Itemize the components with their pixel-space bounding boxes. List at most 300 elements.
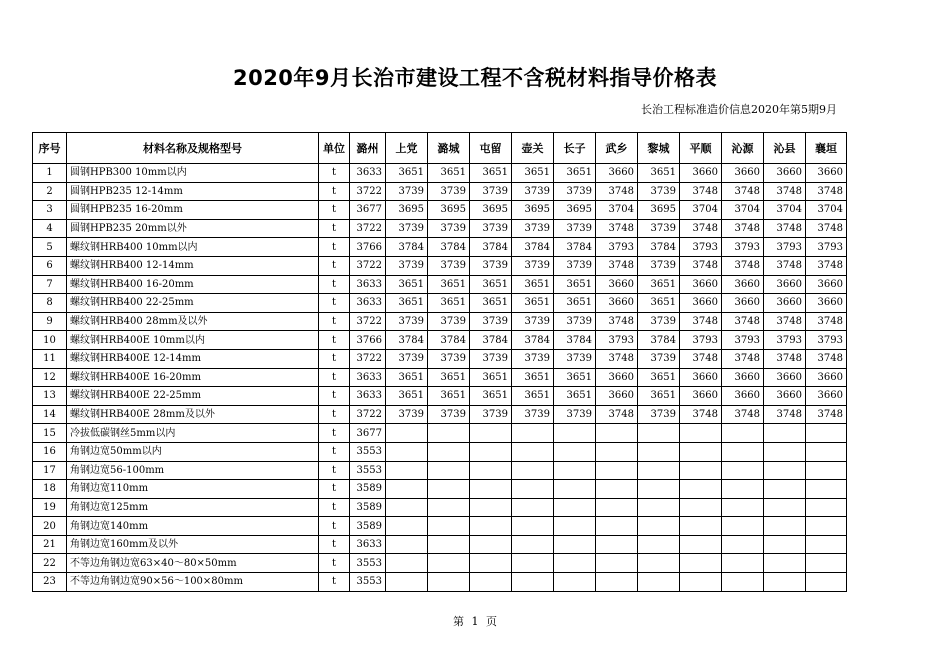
price-cell: [638, 517, 680, 536]
price-cell: 3748: [722, 349, 764, 368]
unit-cell: t: [319, 405, 350, 424]
price-cell: [680, 554, 722, 573]
price-cell: 3784: [638, 238, 680, 257]
price-cell: [764, 573, 806, 592]
table-row: [33, 312, 847, 331]
price-cell: 3793: [722, 331, 764, 350]
price-cell: [386, 442, 428, 461]
price-cell: 3660: [806, 164, 847, 183]
price-cell: [386, 573, 428, 592]
price-cell: [428, 535, 470, 554]
unit-cell: t: [319, 424, 350, 443]
price-cell: 3704: [764, 201, 806, 220]
price-cell: 3651: [512, 387, 554, 406]
price-cell: 3739: [428, 349, 470, 368]
price-cell: 3739: [554, 349, 596, 368]
unit-cell: t: [319, 331, 350, 350]
price-cell: [722, 498, 764, 517]
price-cell: 3651: [554, 368, 596, 387]
price-cell: 3739: [512, 312, 554, 331]
price-cell: 3739: [386, 256, 428, 275]
price-cell: 3748: [806, 219, 847, 238]
price-cell: 3748: [722, 256, 764, 275]
table-row: [33, 256, 847, 275]
table-row: [33, 238, 847, 257]
row-number: 16: [33, 442, 67, 461]
price-cell: [764, 517, 806, 536]
price-cell: 3784: [554, 331, 596, 350]
price-cell: 3748: [596, 219, 638, 238]
price-cell: 3651: [428, 275, 470, 294]
material-name: 螺纹钢HRB400 10mm以内: [67, 238, 319, 257]
row-number: 20: [33, 517, 67, 536]
row-number: 9: [33, 312, 67, 331]
row-number: 14: [33, 405, 67, 424]
price-cell: 3748: [596, 349, 638, 368]
price-cell: 3651: [554, 294, 596, 313]
price-cell: 3651: [428, 294, 470, 313]
table-row: [33, 387, 847, 406]
price-cell: [512, 517, 554, 536]
price-cell: 3739: [638, 349, 680, 368]
price-cell: 3739: [512, 182, 554, 201]
material-name: 圆钢HPB300 10mm以内: [67, 164, 319, 183]
price-cell: [764, 424, 806, 443]
price-cell: 3695: [386, 201, 428, 220]
price-cell: [470, 442, 512, 461]
price-cell: 3651: [428, 387, 470, 406]
price-cell: [638, 480, 680, 499]
price-cell: 3793: [680, 238, 722, 257]
price-cell: [428, 554, 470, 573]
price-cell: 3651: [428, 164, 470, 183]
price-cell: 3660: [596, 368, 638, 387]
price-cell: 3651: [638, 294, 680, 313]
row-number: 3: [33, 201, 67, 220]
issue-subtitle: 长治工程标准造价信息2020年第5期9月: [641, 103, 837, 116]
price-cell: 3589: [350, 517, 386, 536]
price-cell: [722, 573, 764, 592]
price-cell: [722, 424, 764, 443]
price-cell: 3784: [428, 238, 470, 257]
table-row: [33, 405, 847, 424]
price-cell: [764, 535, 806, 554]
price-cell: 3722: [350, 182, 386, 201]
price-cell: [470, 498, 512, 517]
price-cell: [386, 480, 428, 499]
price-cell: 3553: [350, 554, 386, 573]
price-cell: 3660: [764, 368, 806, 387]
table-row: [33, 461, 847, 480]
price-cell: 3739: [512, 256, 554, 275]
material-name: 螺纹钢HRB400 16-20mm: [67, 275, 319, 294]
table-row: [33, 424, 847, 443]
price-cell: 3704: [722, 201, 764, 220]
price-cell: [806, 535, 847, 554]
column-header: 屯留: [470, 133, 512, 164]
price-cell: [512, 480, 554, 499]
price-cell: 3660: [680, 275, 722, 294]
price-cell: 3651: [512, 294, 554, 313]
price-cell: 3633: [350, 387, 386, 406]
price-cell: [638, 461, 680, 480]
unit-cell: t: [319, 294, 350, 313]
price-cell: 3739: [470, 256, 512, 275]
price-cell: [680, 480, 722, 499]
price-cell: 3704: [806, 201, 847, 220]
price-cell: 3739: [470, 349, 512, 368]
price-cell: 3739: [386, 182, 428, 201]
price-cell: 3748: [722, 219, 764, 238]
price-cell: [596, 442, 638, 461]
price-cell: 3739: [470, 312, 512, 331]
unit-cell: t: [319, 387, 350, 406]
price-cell: 3651: [386, 368, 428, 387]
unit-cell: t: [319, 480, 350, 499]
price-cell: 3589: [350, 480, 386, 499]
material-name: 不等边角钢边宽63×40～80×50mm: [67, 554, 319, 573]
price-cell: 3660: [806, 387, 847, 406]
material-name: 冷拔低碳钢丝5mm以内: [67, 424, 319, 443]
price-cell: [680, 498, 722, 517]
price-cell: [554, 573, 596, 592]
price-cell: 3739: [428, 256, 470, 275]
unit-cell: t: [319, 349, 350, 368]
price-cell: 3793: [722, 238, 764, 257]
price-cell: 3651: [638, 164, 680, 183]
column-header: 潞城: [428, 133, 470, 164]
material-name: 螺纹钢HRB400E 12-14mm: [67, 349, 319, 368]
price-cell: 3722: [350, 405, 386, 424]
price-cell: 3651: [386, 387, 428, 406]
table-row: [33, 294, 847, 313]
price-cell: 3784: [386, 238, 428, 257]
material-name: 角钢边宽125mm: [67, 498, 319, 517]
price-cell: [470, 480, 512, 499]
column-header: 平顺: [680, 133, 722, 164]
price-cell: [428, 461, 470, 480]
price-cell: [806, 498, 847, 517]
table-row: [33, 535, 847, 554]
price-cell: 3793: [764, 331, 806, 350]
price-cell: 3739: [428, 312, 470, 331]
column-header: 沁县: [764, 133, 806, 164]
column-header: 黎城: [638, 133, 680, 164]
price-cell: [386, 424, 428, 443]
price-cell: 3660: [596, 387, 638, 406]
table-row: [33, 275, 847, 294]
price-cell: [680, 517, 722, 536]
price-cell: [806, 517, 847, 536]
price-cell: [470, 517, 512, 536]
price-cell: [554, 442, 596, 461]
price-cell: 3651: [512, 368, 554, 387]
table-row: [33, 517, 847, 536]
price-cell: [512, 498, 554, 517]
price-cell: 3660: [680, 368, 722, 387]
row-number: 11: [33, 349, 67, 368]
price-cell: 3748: [764, 349, 806, 368]
row-number: 2: [33, 182, 67, 201]
price-cell: [596, 461, 638, 480]
price-cell: 3695: [470, 201, 512, 220]
unit-cell: t: [319, 498, 350, 517]
material-name: 螺纹钢HRB400 12-14mm: [67, 256, 319, 275]
price-cell: 3651: [554, 164, 596, 183]
price-cell: 3739: [386, 349, 428, 368]
price-cell: 3739: [512, 219, 554, 238]
price-cell: 3695: [428, 201, 470, 220]
price-cell: [764, 461, 806, 480]
price-cell: [512, 442, 554, 461]
price-cell: 3766: [350, 331, 386, 350]
table-row: [33, 201, 847, 220]
price-cell: 3660: [764, 275, 806, 294]
price-cell: 3660: [680, 294, 722, 313]
price-cell: 3677: [350, 201, 386, 220]
table-row: [33, 442, 847, 461]
price-cell: 3748: [806, 256, 847, 275]
price-cell: 3793: [596, 331, 638, 350]
price-cell: 3784: [428, 331, 470, 350]
price-cell: 3651: [554, 275, 596, 294]
material-name: 角钢边宽110mm: [67, 480, 319, 499]
price-cell: [764, 442, 806, 461]
price-cell: [596, 480, 638, 499]
price-cell: [806, 424, 847, 443]
price-cell: 3651: [470, 368, 512, 387]
table-row: [33, 368, 847, 387]
price-cell: 3739: [428, 219, 470, 238]
row-number: 17: [33, 461, 67, 480]
price-cell: 3748: [764, 256, 806, 275]
unit-cell: t: [319, 164, 350, 183]
price-cell: [680, 535, 722, 554]
unit-cell: t: [319, 573, 350, 592]
price-cell: [722, 517, 764, 536]
price-cell: 3748: [764, 182, 806, 201]
price-cell: 3553: [350, 461, 386, 480]
price-cell: [638, 573, 680, 592]
price-cell: [596, 424, 638, 443]
page-title: 2020年9月长治市建设工程不含税材料指导价格表: [232, 66, 718, 90]
price-cell: [554, 535, 596, 554]
price-cell: 3748: [806, 182, 847, 201]
price-cell: 3651: [470, 164, 512, 183]
row-number: 15: [33, 424, 67, 443]
material-name: 螺纹钢HRB400 22-25mm: [67, 294, 319, 313]
price-cell: [722, 442, 764, 461]
row-number: 23: [33, 573, 67, 592]
price-cell: 3793: [764, 238, 806, 257]
price-cell: [722, 480, 764, 499]
price-cell: [806, 554, 847, 573]
price-cell: [680, 573, 722, 592]
price-cell: 3695: [554, 201, 596, 220]
price-cell: 3660: [722, 275, 764, 294]
table-row: [33, 554, 847, 573]
price-cell: 3793: [806, 238, 847, 257]
price-cell: 3748: [596, 312, 638, 331]
price-cell: 3784: [554, 238, 596, 257]
price-cell: 3722: [350, 312, 386, 331]
unit-cell: t: [319, 312, 350, 331]
price-cell: [386, 535, 428, 554]
unit-cell: t: [319, 219, 350, 238]
material-name: 圆钢HPB235 12-14mm: [67, 182, 319, 201]
price-cell: 3748: [680, 182, 722, 201]
price-cell: 3651: [428, 368, 470, 387]
price-cell: 3748: [722, 405, 764, 424]
price-cell: [596, 573, 638, 592]
price-cell: 3748: [722, 182, 764, 201]
price-cell: 3793: [680, 331, 722, 350]
unit-cell: t: [319, 182, 350, 201]
price-cell: 3704: [680, 201, 722, 220]
price-cell: 3739: [386, 312, 428, 331]
price-table: [32, 132, 847, 592]
price-cell: 3748: [764, 219, 806, 238]
material-name: 不等边角钢边宽90×56～100×80mm: [67, 573, 319, 592]
price-cell: [764, 480, 806, 499]
price-cell: 3633: [350, 164, 386, 183]
price-cell: [470, 535, 512, 554]
column-header: 材料名称及规格型号: [67, 133, 319, 164]
price-cell: 3739: [554, 312, 596, 331]
price-cell: [680, 424, 722, 443]
price-cell: [596, 498, 638, 517]
price-cell: 3748: [764, 405, 806, 424]
price-cell: [554, 498, 596, 517]
price-cell: [722, 461, 764, 480]
price-cell: 3739: [554, 256, 596, 275]
price-cell: 3704: [596, 201, 638, 220]
price-cell: 3651: [554, 387, 596, 406]
material-name: 螺纹钢HRB400E 16-20mm: [67, 368, 319, 387]
price-cell: 3784: [386, 331, 428, 350]
price-cell: 3633: [350, 294, 386, 313]
price-cell: 3660: [722, 368, 764, 387]
column-header: 武乡: [596, 133, 638, 164]
material-name: 螺纹钢HRB400E 10mm以内: [67, 331, 319, 350]
price-cell: 3660: [764, 164, 806, 183]
price-cell: 3660: [722, 164, 764, 183]
price-cell: [764, 554, 806, 573]
price-cell: 3739: [428, 405, 470, 424]
price-cell: [470, 424, 512, 443]
price-cell: [512, 554, 554, 573]
price-cell: [428, 442, 470, 461]
price-cell: [554, 424, 596, 443]
price-cell: 3660: [764, 294, 806, 313]
price-cell: 3651: [638, 387, 680, 406]
unit-cell: t: [319, 517, 350, 536]
unit-cell: t: [319, 442, 350, 461]
price-cell: 3633: [350, 368, 386, 387]
price-cell: 3633: [350, 275, 386, 294]
price-cell: 3695: [512, 201, 554, 220]
price-cell: 3784: [512, 331, 554, 350]
price-cell: [554, 554, 596, 573]
table-body: [33, 164, 847, 592]
price-cell: 3722: [350, 219, 386, 238]
price-cell: 3748: [680, 349, 722, 368]
row-number: 12: [33, 368, 67, 387]
price-cell: 3722: [350, 256, 386, 275]
material-name: 圆钢HPB235 20mm以外: [67, 219, 319, 238]
price-cell: 3748: [806, 312, 847, 331]
price-cell: 3766: [350, 238, 386, 257]
price-cell: [554, 461, 596, 480]
price-cell: 3651: [512, 275, 554, 294]
price-cell: 3739: [638, 312, 680, 331]
price-cell: 3739: [386, 405, 428, 424]
unit-cell: t: [319, 461, 350, 480]
price-cell: [470, 554, 512, 573]
price-cell: 3739: [638, 405, 680, 424]
material-name: 螺纹钢HRB400E 22-25mm: [67, 387, 319, 406]
column-header: 襄垣: [806, 133, 847, 164]
row-number: 6: [33, 256, 67, 275]
price-cell: [638, 498, 680, 517]
price-cell: [638, 554, 680, 573]
price-cell: [428, 480, 470, 499]
column-header: 单位: [319, 133, 350, 164]
price-cell: [806, 480, 847, 499]
price-cell: [596, 517, 638, 536]
material-name: 螺纹钢HRB400E 28mm及以外: [67, 405, 319, 424]
row-number: 5: [33, 238, 67, 257]
price-cell: [638, 535, 680, 554]
price-cell: [428, 424, 470, 443]
row-number: 13: [33, 387, 67, 406]
table-row: [33, 182, 847, 201]
price-cell: [806, 573, 847, 592]
price-cell: [554, 517, 596, 536]
price-cell: [680, 442, 722, 461]
price-cell: 3651: [386, 294, 428, 313]
price-cell: 3739: [470, 182, 512, 201]
price-cell: 3660: [596, 164, 638, 183]
price-cell: 3660: [806, 368, 847, 387]
price-cell: [470, 573, 512, 592]
price-cell: 3784: [470, 331, 512, 350]
price-cell: 3784: [638, 331, 680, 350]
material-name: 角钢边宽50mm以内: [67, 442, 319, 461]
price-cell: 3660: [806, 294, 847, 313]
price-cell: 3739: [638, 256, 680, 275]
price-cell: 3739: [512, 405, 554, 424]
price-cell: 3748: [680, 256, 722, 275]
column-header: 潞州: [350, 133, 386, 164]
row-number: 22: [33, 554, 67, 573]
price-cell: [428, 498, 470, 517]
price-cell: 3748: [806, 349, 847, 368]
column-header: 序号: [33, 133, 67, 164]
price-cell: 3660: [680, 164, 722, 183]
row-number: 8: [33, 294, 67, 313]
price-cell: 3660: [596, 294, 638, 313]
price-cell: 3793: [596, 238, 638, 257]
price-cell: 3722: [350, 349, 386, 368]
price-cell: 3748: [680, 312, 722, 331]
price-cell: 3651: [386, 164, 428, 183]
price-cell: [638, 442, 680, 461]
column-header: 长子: [554, 133, 596, 164]
price-cell: 3660: [680, 387, 722, 406]
unit-cell: t: [319, 275, 350, 294]
page-number: 第 1 页: [453, 615, 497, 628]
